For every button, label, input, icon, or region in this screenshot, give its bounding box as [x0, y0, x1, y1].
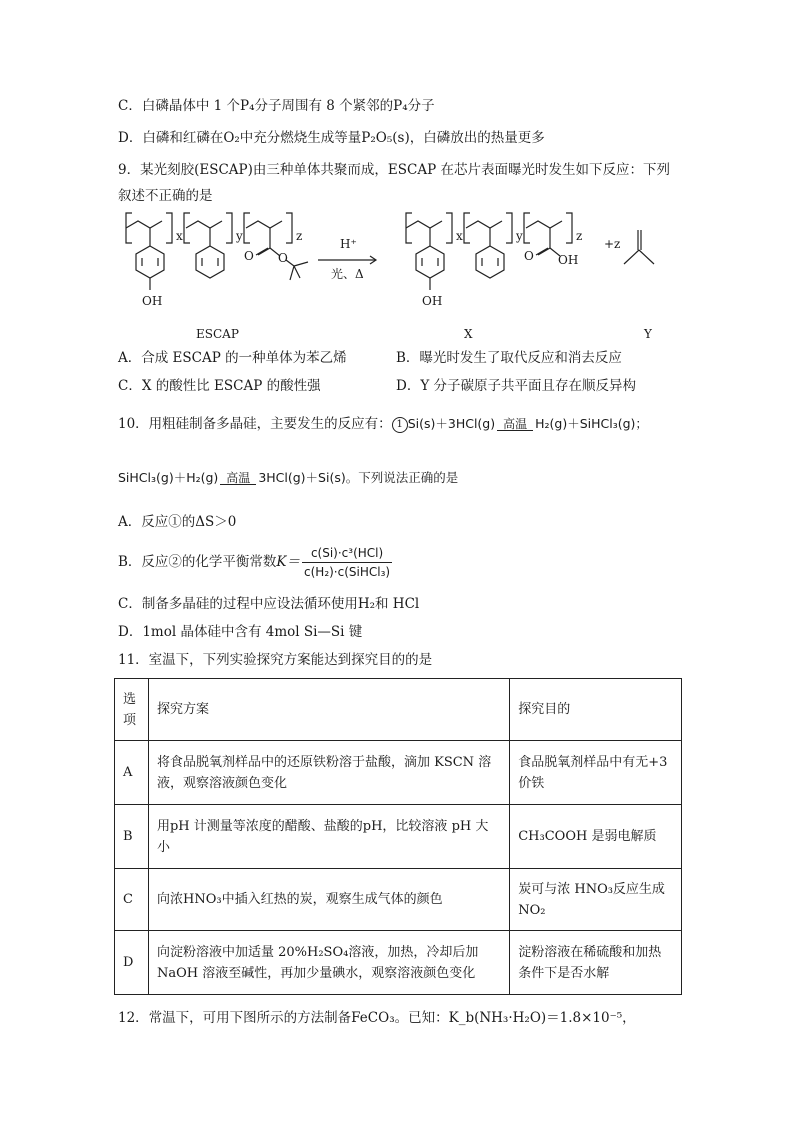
q10-eq2-right: 3HCl(g)＋Si(s)。下列说法正确的是 [258, 470, 459, 485]
q10-eq2-left: SiHCl₃(g)＋H₂(g) [118, 470, 219, 485]
q9-option-c: C．X 的酸性比 ESCAP 的酸性强 [118, 378, 321, 394]
x-sub-y: y [516, 229, 523, 243]
row-goal: 炭可与浓 HNO₃反应生成 NO₂ [510, 869, 682, 931]
row-option: A [115, 741, 149, 805]
q10-equation-1 [118, 414, 648, 434]
condition-label: 光、Δ [331, 267, 364, 281]
x-sub-z: z [576, 229, 583, 243]
x-acid-o: O [524, 249, 534, 263]
q8-option-c: C．白磷晶体中 1 个P₄分子周围有 8 个紧邻的P₄分子 [118, 98, 435, 114]
row-goal: CH₃COOH 是弱电解质 [510, 805, 682, 869]
label-y: Y [644, 327, 652, 341]
q9-option-d: D．Y 分子碳原子共平面且存在顺反异构 [396, 378, 637, 394]
equilibrium-constant-fraction [302, 544, 392, 581]
reagent-label: H⁺ [340, 237, 357, 251]
escap-ester-o2: O [278, 251, 288, 265]
coef-z: +z [604, 237, 621, 251]
table-row [115, 869, 682, 931]
q10-eq1-left: Si(s)＋3HCl(g) [407, 416, 496, 431]
row-plan: 将食品脱氧剂样品中的还原铁粉溶于盐酸，滴加 KSCN 溶液，观察溶液颜色变化 [148, 741, 509, 805]
q10-eq2-condition: 高温 [220, 472, 256, 485]
row-option: D [115, 931, 149, 995]
escap-ester-o: O [244, 249, 254, 263]
x-oh: OH [422, 294, 443, 308]
fraction-numerator: c(Si)·c³(HCl) [302, 544, 392, 563]
table-row [115, 741, 682, 805]
x-acid-oh: OH [558, 253, 579, 267]
label-x: X [464, 327, 473, 341]
q10-eq1-condition: 高温 [497, 418, 533, 431]
q9-stem-1: 9．某光刻胶(ESCAP)由三种单体共聚而成，ESCAP 在芯片表面曝光时发生如下反应：下列 [118, 162, 670, 178]
row-goal: 食品脱氧剂样品中有无+3 价铁 [510, 741, 682, 805]
q10-intro: 10．用粗硅制备多晶硅，主要发生的反应有： [118, 416, 392, 432]
experiment-table [114, 678, 682, 995]
row-option: B [115, 805, 149, 869]
q10-b-k: K＝ [276, 554, 301, 570]
label-escap: ESCAP [196, 327, 239, 341]
escap-sub-z: z [296, 229, 303, 243]
table-row [115, 931, 682, 995]
q10-option-a: A．反应①的ΔS＞0 [118, 514, 237, 530]
x-structure [406, 213, 572, 290]
q8-option-d: D．白磷和红磷在O₂中充分燃烧生成等量P₂O₅(s)，白磷放出的热量更多 [118, 130, 545, 146]
circled-1-icon: 1 [392, 417, 408, 433]
row-plan: 用pH 计测量等浓度的醋酸、盐酸的pH，比较溶液 pH 大小 [148, 805, 509, 869]
q11-stem: 11．室温下，下列实验探究方案能达到探究目的的是 [118, 652, 433, 668]
escap-sub-x: x [176, 229, 183, 243]
q10-equation-2 [118, 468, 458, 488]
x-sub-x: x [456, 229, 463, 243]
q9-option-a: A．合成 ESCAP 的一种单体为苯乙烯 [118, 350, 347, 366]
row-option: C [115, 869, 149, 931]
row-plan: 向淀粉溶液中加适量 20%H₂SO₄溶液，加热，冷却后加 NaOH 溶液至碱性，再加少量碘水，观察溶液颜色变化 [148, 931, 509, 995]
escap-reaction-scheme [118, 208, 678, 358]
q9-stem-2: 叙述不正确的是 [118, 188, 213, 204]
row-goal: 淀粉溶液在稀硫酸和加热条件下是否水解 [510, 931, 682, 995]
q10-option-c: C．制备多晶硅的过程中应设法循环使用H₂和 HCl [118, 596, 420, 612]
q12-stem: 12．常温下，可用下图所示的方法制备FeCO₃。已知：K_b(NH₃·H₂O)＝1.8×10⁻⁵， [118, 1010, 636, 1026]
header-option: 选项 [115, 679, 149, 741]
q10-option-d: D．1mol 晶体硅中含有 4mol Si—Si 键 [118, 624, 363, 640]
escap-oh: OH [142, 294, 163, 308]
header-plan: 探究方案 [148, 679, 509, 741]
table-header-row [115, 679, 682, 741]
header-goal: 探究目的 [510, 679, 682, 741]
q10-eq1-right: H₂(g)＋SiHCl₃(g)； [535, 416, 648, 431]
escap-sub-y: y [236, 229, 243, 243]
q10-b-prefix: B．反应②的化学平衡常数 [118, 554, 277, 570]
table-row [115, 805, 682, 869]
q9-option-b: B．曝光时发生了取代反应和消去反应 [396, 350, 622, 366]
y-structure [624, 230, 654, 264]
row-plan: 向浓HNO₃中插入红热的炭，观察生成气体的颜色 [148, 869, 509, 931]
q10-option-b [118, 543, 394, 581]
fraction-denominator: c(H₂)·c(SiHCl₃) [304, 565, 391, 579]
